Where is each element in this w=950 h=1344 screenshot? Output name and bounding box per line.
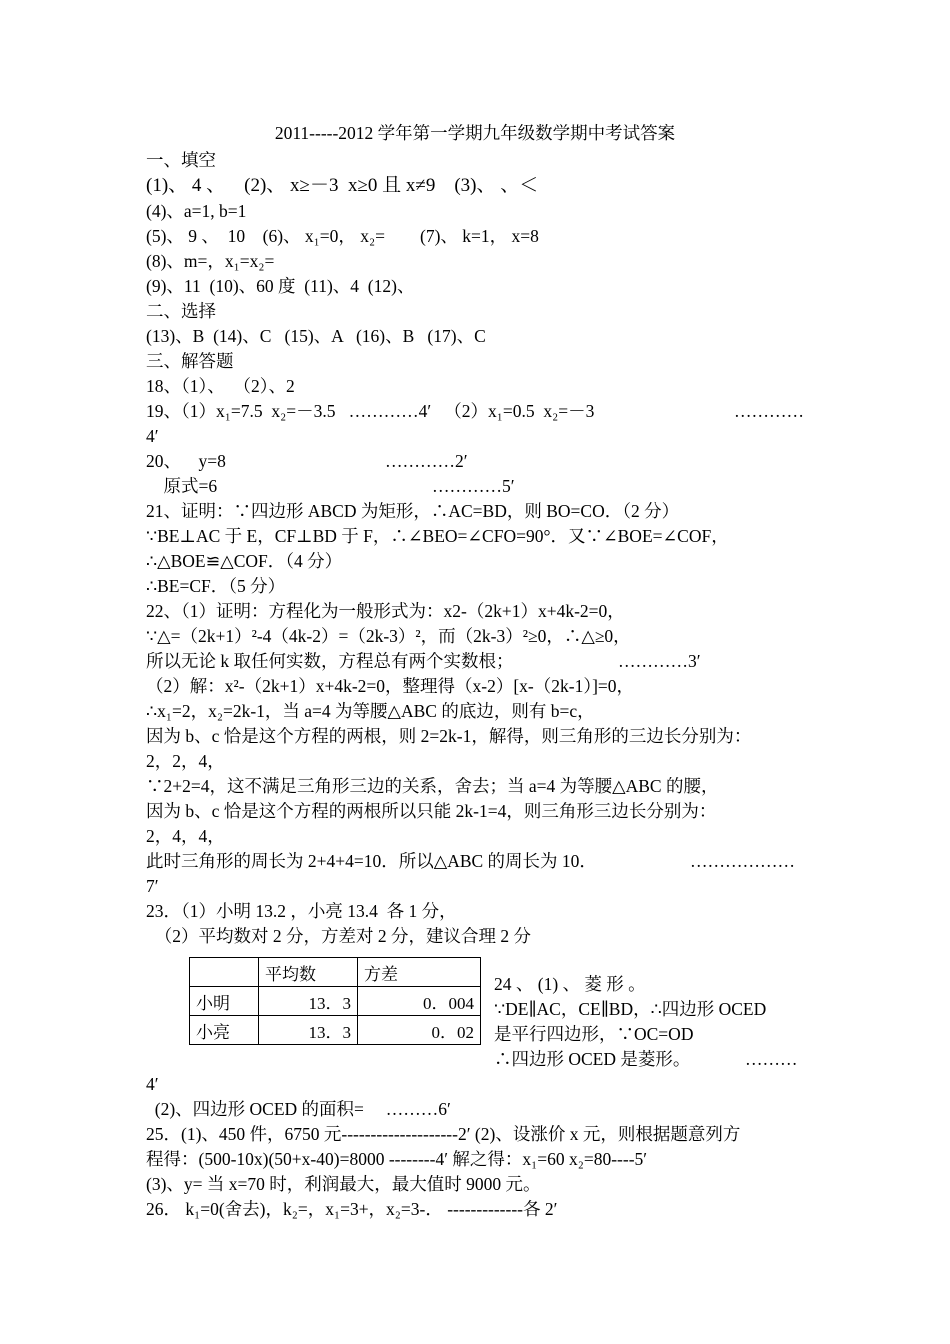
answer-22-score-2: 7′: [146, 876, 159, 896]
section-choice-heading: 二、选择: [146, 301, 216, 321]
answer-21-line-1: 21、证明：∵四边形 ABCD 为矩形，∴AC=BD，则 BO=CO．（2 分）: [146, 501, 680, 521]
answer-20-score-2: …………5′: [432, 476, 515, 496]
answer-22-score-1: …………3′: [618, 651, 701, 671]
fill-line-1: (1)、 4 、 (2)、 x≥－3 x≥0 且 x≠9 (3)、 、＜: [146, 175, 539, 196]
fill-line-4: (8)、m=，x₁=x₂=: [146, 251, 275, 271]
table-cell: 小明: [190, 987, 259, 1016]
answer-23-line-2: （2）平均数对 2 分，方差对 2 分，建议合理 2 分: [146, 926, 531, 946]
answer-24-line-1: 24 、 (1) 、 菱 形 。: [494, 974, 646, 994]
answer-24-line-3: 是平行四边形，∵OC=OD: [494, 1024, 694, 1044]
answer-24-line-4: ∴四边形 OCED 是菱形。: [494, 1049, 691, 1069]
score-table: [189, 957, 481, 1045]
answer-21-line-3: ∴△BOE≌△COF．（4 分）: [146, 551, 343, 571]
answer-22-line-2: ∵△=（2k+1）²-4（4k-2）=（2k-3）²，而（2k-3）²≥0，∴△≥0，: [146, 626, 631, 646]
table-header-row: [190, 958, 481, 987]
answer-24-line-2: ∵DE∥AC，CE∥BD，∴四边形 OCED: [494, 999, 767, 1019]
answer-22-line-8: ∵2+2=4，这不满足三角形三边的关系，舍去；当 a=4 为等腰△ABC 的腰，: [146, 776, 719, 796]
answer-22-line-9: 因为 b、c 恰是这个方程的两根所以只能 2k-1=4，则三角形三边长分别为：: [146, 801, 717, 821]
choice-line-1: (13)、B (14)、C (15)、A (16)、B (17)、C: [146, 326, 486, 346]
table-header-cell: [190, 958, 259, 987]
answer-20-line-2: 原式=6: [146, 476, 218, 496]
answer-26: 26． k₁=0(舍去)，k₂=，x₁=3+，x₂=3-． -------------各 2′: [146, 1199, 558, 1219]
answer-19: 19、（1）x₁=7.5 x₂=－3.5 …………4′ （2）x₁=0.5 x₂=－3: [146, 401, 595, 421]
answer-22-line-10: 2，4，4，: [146, 826, 225, 846]
fill-line-3: (5)、 9 、 10 (6)、 x₁=0， x₂= (7)、 k=1， x=8: [146, 226, 539, 246]
answer-22-dots: ………………: [690, 851, 795, 871]
table-cell: 0．02: [358, 1016, 481, 1045]
answer-21-line-2: ∵BE⊥AC 于 E，CF⊥BD 于 F，∴∠BEO=∠CFO=90°．又∵∠BOE=∠COF，: [146, 526, 729, 546]
section-fill-heading: 一、填空: [146, 150, 216, 170]
answer-21-line-4: ∴BE=CF．（5 分）: [146, 576, 286, 596]
table-header-cell: 平均数: [259, 958, 358, 987]
answer-25-line-2: 程得：(500-10x)(50+x-40)=8000 --------4′ 解之得：x₁=60 x₂=80----5′: [146, 1149, 648, 1169]
table-cell: 0．004: [358, 987, 481, 1016]
table-cell: 小亮: [190, 1016, 259, 1045]
section-solve-heading: 三、解答题: [146, 351, 234, 371]
answer-22-line-4: （2）解：x²-（2k+1）x+4k-2=0，整理得（x-2）[x-（2k-1）]=0，: [146, 676, 635, 696]
answer-22-line-5: ∴x₁=2，x₂=2k-1，当 a=4 为等腰△ABC 的底边，则有 b=c，: [146, 701, 595, 721]
answer-25-line-1: 25．(1)、450 件，6750 元--------------------2′ (2)、设涨价 x 元，则根据题意列方: [146, 1124, 741, 1144]
table-row: [190, 987, 481, 1016]
answer-22-line-1: 22、（1）证明：方程化为一般形式为：x2-（2k+1）x+4k-2=0，: [146, 601, 625, 621]
table-row: [190, 1016, 481, 1045]
table-header-cell: 方差: [358, 958, 481, 987]
answer-24-dots: ………: [745, 1049, 798, 1069]
answer-20-score-1: …………2′: [385, 451, 468, 471]
table-cell: 13．3: [259, 987, 358, 1016]
answer-22-line-7: 2，2，4，: [146, 751, 225, 771]
answer-23-line-1: 23．（1）小明 13.2 ，小亮 13.4 各 1 分，: [146, 901, 457, 921]
answer-22-line-6: 因为 b、c 恰是这个方程的两根，则 2=2k-1，解得，则三角形的三边长分别为：: [146, 726, 752, 746]
answer-22-line-11: 此时三角形的周长为 2+4+4=10．所以△ABC 的周长为 10．: [146, 851, 597, 871]
table-cell: 13．3: [259, 1016, 358, 1045]
answer-19-dots: …………: [734, 401, 804, 421]
answer-24-line-5: (2)、四边形 OCED 的面积= ………6′: [146, 1099, 451, 1119]
fill-line-2: (4)、a=1, b=1: [146, 201, 247, 221]
answer-18: 18、（1）、 （2）、2: [146, 376, 295, 396]
page-title: 2011-----2012 学年第一学期九年级数学期中考试答案: [274, 123, 676, 143]
answer-25-line-3: (3)、y= 当 x=70 时，利润最大，最大值时 9000 元。: [146, 1174, 541, 1194]
answer-24-score: 4′: [146, 1074, 159, 1094]
answer-22-line-3: 所以无论 k 取任何实数，方程总有两个实数根；: [146, 651, 514, 671]
answer-20-line-1: 20、 y=8: [146, 451, 226, 471]
fill-line-5: (9)、11 (10)、60 度 (11)、4 (12)、: [146, 276, 415, 296]
answer-19-score: 4′: [146, 426, 159, 446]
